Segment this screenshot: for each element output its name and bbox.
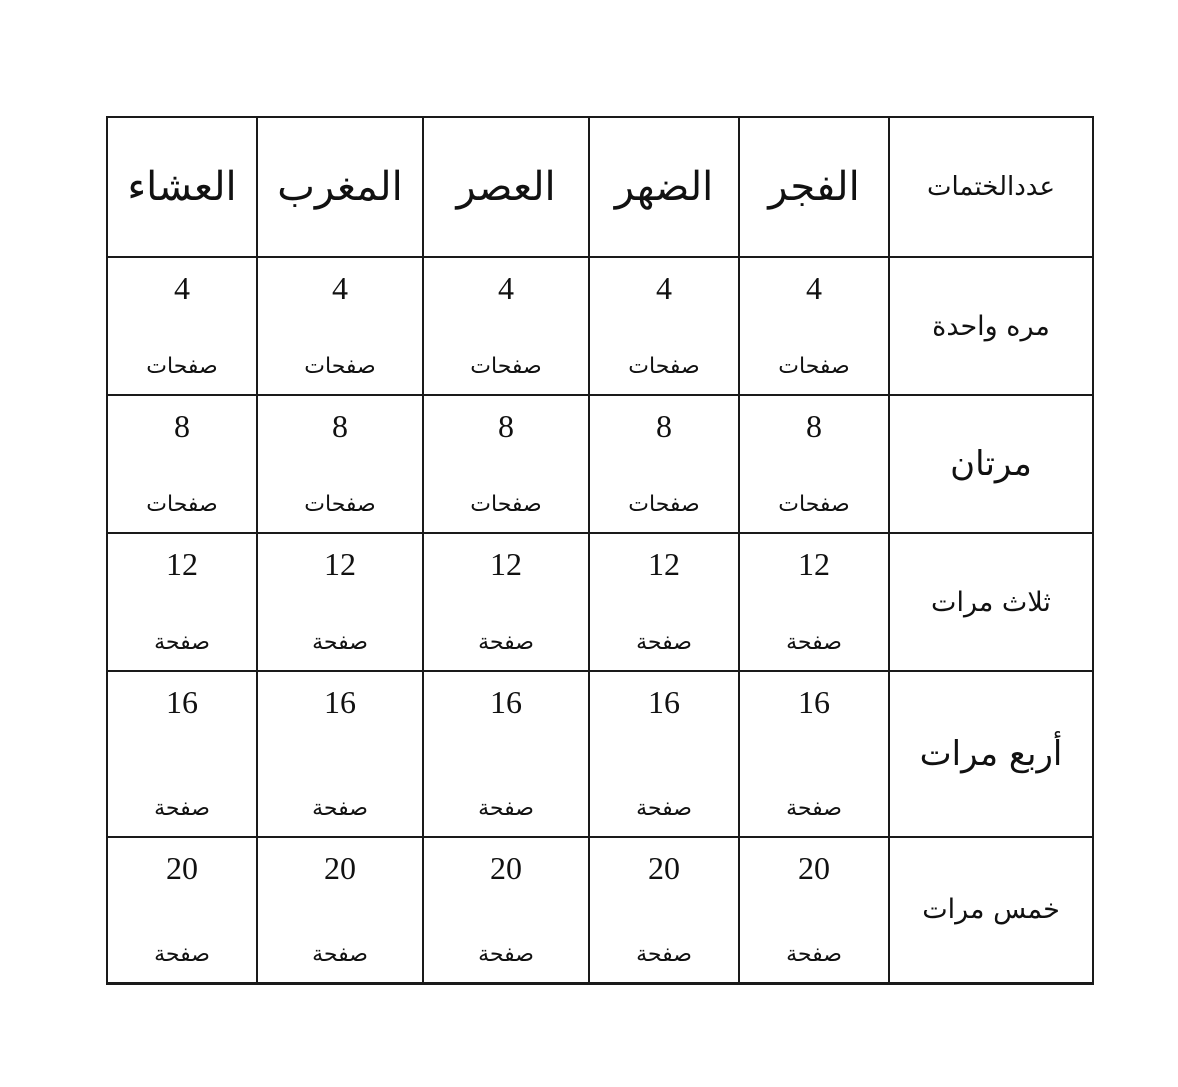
page-unit: صفحة xyxy=(786,630,842,655)
page-count: 4 xyxy=(174,270,190,306)
table-cell xyxy=(107,837,257,983)
table-row xyxy=(107,395,1093,533)
khatma-schedule-table xyxy=(106,116,1094,985)
page-unit: صفحات xyxy=(304,492,376,517)
table-cell xyxy=(589,533,739,671)
table-cell xyxy=(423,395,589,533)
table-cell xyxy=(739,395,889,533)
page-unit: صفحات xyxy=(470,492,542,517)
page-unit: صفحة xyxy=(478,796,534,821)
prayer-header-isha: العشاء xyxy=(107,117,257,257)
page-count: 16 xyxy=(648,684,680,720)
page-unit: صفحة xyxy=(786,796,842,821)
page-unit: صفحات xyxy=(470,354,542,379)
page-count: 4 xyxy=(498,270,514,306)
table-cell xyxy=(739,533,889,671)
page-unit: صفحة xyxy=(636,796,692,821)
page-count: 8 xyxy=(656,408,672,444)
table-cell xyxy=(589,671,739,837)
page-count: 12 xyxy=(490,546,522,582)
page-count: 20 xyxy=(490,850,522,886)
row-label: خمس مرات xyxy=(889,837,1093,983)
page-count: 16 xyxy=(324,684,356,720)
page-unit: صفحة xyxy=(154,630,210,655)
prayer-header-maghrib: المغرب xyxy=(257,117,423,257)
page-unit: صفحة xyxy=(312,630,368,655)
table-cell xyxy=(257,395,423,533)
page-count: 20 xyxy=(166,850,198,886)
table-cell xyxy=(107,671,257,837)
table-cell xyxy=(423,837,589,983)
table-cell xyxy=(423,671,589,837)
page-unit: صفحات xyxy=(628,492,700,517)
page-count: 12 xyxy=(166,546,198,582)
row-label: مرتان xyxy=(889,395,1093,533)
row-label: أربع مرات xyxy=(889,671,1093,837)
table-row xyxy=(107,671,1093,837)
page-count: 20 xyxy=(324,850,356,886)
page-count: 4 xyxy=(332,270,348,306)
page-unit: صفحات xyxy=(778,354,850,379)
page-count: 8 xyxy=(806,408,822,444)
prayer-header-fajr: الفجر xyxy=(739,117,889,257)
page-count: 16 xyxy=(490,684,522,720)
page-count: 8 xyxy=(332,408,348,444)
table-cell xyxy=(589,837,739,983)
page-unit: صفحات xyxy=(778,492,850,517)
page-count: 20 xyxy=(798,850,830,886)
page-count: 8 xyxy=(174,408,190,444)
page-unit: صفحة xyxy=(154,796,210,821)
page-unit: صفحات xyxy=(304,354,376,379)
table-cell xyxy=(589,395,739,533)
header-row xyxy=(107,117,1093,257)
page-unit: صفحة xyxy=(636,941,692,967)
row-label: ثلاث مرات xyxy=(889,533,1093,671)
page-unit: صفحات xyxy=(146,492,218,517)
page-unit: صفحة xyxy=(478,630,534,655)
table-cell xyxy=(257,257,423,395)
page-unit: صفحة xyxy=(312,941,368,967)
table-cell xyxy=(423,533,589,671)
row-label: مره واحدة xyxy=(889,257,1093,395)
table-cell xyxy=(739,671,889,837)
table-cell xyxy=(589,257,739,395)
table-cell xyxy=(107,395,257,533)
page-count: 16 xyxy=(798,684,830,720)
prayer-header-asr: العصر xyxy=(423,117,589,257)
page-count: 4 xyxy=(656,270,672,306)
page-unit: صفحة xyxy=(636,630,692,655)
count-header: عددالختمات xyxy=(889,117,1093,257)
page-count: 4 xyxy=(806,270,822,306)
table-cell xyxy=(739,257,889,395)
page-unit: صفحات xyxy=(146,354,218,379)
page-unit: صفحة xyxy=(154,941,210,967)
page-unit: صفحات xyxy=(628,354,700,379)
table-cell xyxy=(257,671,423,837)
table-row xyxy=(107,533,1093,671)
page-unit: صفحة xyxy=(786,941,842,967)
table-row xyxy=(107,837,1093,983)
page-unit: صفحة xyxy=(312,796,368,821)
page-count: 20 xyxy=(648,850,680,886)
table-cell xyxy=(423,257,589,395)
table-cell xyxy=(739,837,889,983)
table-cell xyxy=(257,533,423,671)
table-row xyxy=(107,257,1093,395)
page-count: 12 xyxy=(648,546,680,582)
table-cell xyxy=(107,533,257,671)
page-count: 12 xyxy=(798,546,830,582)
table-cell xyxy=(257,837,423,983)
page-unit: صفحة xyxy=(478,941,534,967)
page-count: 16 xyxy=(166,684,198,720)
prayer-header-dhuhr: الضهر xyxy=(589,117,739,257)
page-count: 12 xyxy=(324,546,356,582)
table-cell xyxy=(107,257,257,395)
page-count: 8 xyxy=(498,408,514,444)
